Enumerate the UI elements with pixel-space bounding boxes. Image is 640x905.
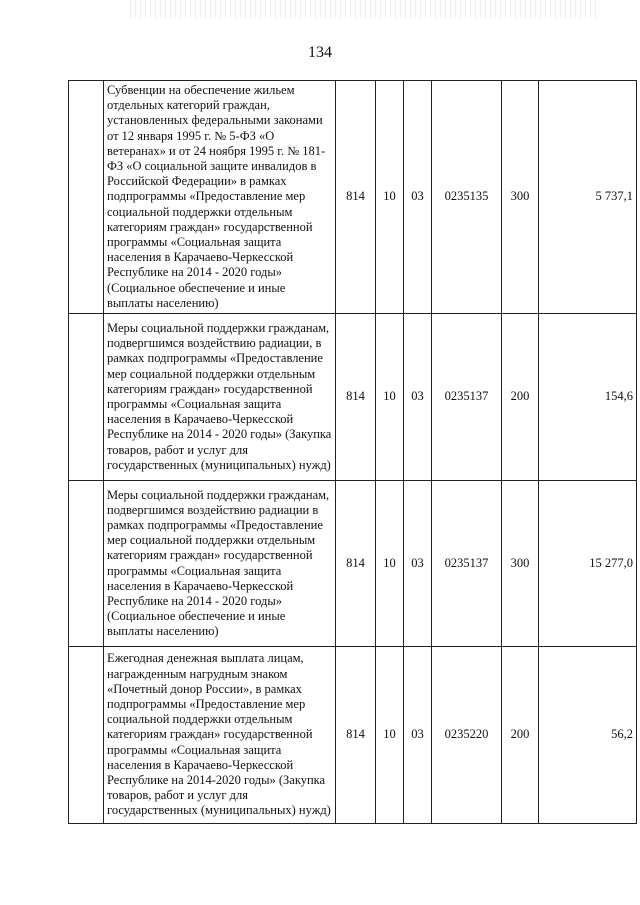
subsection-code-cell: 03 — [404, 647, 432, 824]
section-code-cell: 10 — [376, 647, 404, 824]
table-row — [69, 314, 637, 481]
description-cell: Субвенции на обеспечение жильем отдельных категорий граждан, установленных федеральными законами от 12 января 1995 г. № 5-ФЗ «О ветеранах» и от 24 ноября 1995 г. № 181-ФЗ «О социальной защите инвалидов в Российской Федерации» в рамках подпрограммы «Предоставление мер социальной поддержки отдельным категориям граждан» государственной программы «Социальная защита населения в Карачаево-Черкесской Республике на 2014 - 2020 годы» (Социальное обеспечение и иные выплаты населению) — [104, 81, 336, 314]
section-code-cell: 10 — [376, 481, 404, 647]
page-number: 134 — [308, 44, 332, 61]
description-cell: Меры социальной поддержки гражданам, подвергшимся воздействию радиации, в рамках подпрограммы «Предоставление мер социальной поддержки отдельным категориям граждан» государственной программы «Социальная защита населения в Карачаево-Черкесской Республике на 2014 - 2020 годы» (Закупка товаров, работ и услуг для государственных (муниципальных) нужд) — [104, 314, 336, 481]
table-row — [69, 647, 637, 824]
amount-cell: 5 737,1 — [539, 81, 637, 314]
target-code-cell: 0235135 — [432, 81, 502, 314]
subsection-code-cell: 03 — [404, 81, 432, 314]
expense-type-cell: 300 — [502, 481, 539, 647]
amount-cell: 56,2 — [539, 647, 637, 824]
row-number-cell — [69, 481, 104, 647]
table-row — [69, 81, 637, 314]
target-code-cell: 0235137 — [432, 481, 502, 647]
target-code-cell: 0235137 — [432, 314, 502, 481]
subsection-code-cell: 03 — [404, 481, 432, 647]
subsection-code-cell: 03 — [404, 314, 432, 481]
row-number-cell — [69, 81, 104, 314]
table-row — [69, 481, 637, 647]
description-cell: Ежегодная денежная выплата лицам, награжденным нагрудным знаком «Почетный донор России», в рамках подпрограммы «Предоставление мер социальной поддержки отдельным категориям граждан» государственной программы «Социальная защита населения в Карачаево-Черкесской Республике на 2014-2020 годы» (Закупка товаров, работ и услуг для государственных (муниципальных) нужд) — [104, 647, 336, 824]
section-code-cell: 10 — [376, 314, 404, 481]
description-cell: Меры социальной поддержки гражданам, подвергшимся воздействию радиации в рамках подпрограммы «Предоставление мер социальной поддержки отдельным категориям граждан» государственной программы «Социальная защита населения в Карачаево-Черкесской Республике на 2014 - 2020 годы» (Социальное обеспечение и иные выплаты населению) — [104, 481, 336, 647]
row-number-cell — [69, 647, 104, 824]
scan-noise — [130, 0, 600, 18]
section-code-cell: 10 — [376, 81, 404, 314]
amount-cell: 15 277,0 — [539, 481, 637, 647]
expense-type-cell: 200 — [502, 647, 539, 824]
ministry-code-cell: 814 — [336, 314, 376, 481]
amount-cell: 154,6 — [539, 314, 637, 481]
target-code-cell: 0235220 — [432, 647, 502, 824]
ministry-code-cell: 814 — [336, 481, 376, 647]
budget-table — [68, 80, 637, 824]
expense-type-cell: 200 — [502, 314, 539, 481]
row-number-cell — [69, 314, 104, 481]
expense-type-cell: 300 — [502, 81, 539, 314]
ministry-code-cell: 814 — [336, 647, 376, 824]
ministry-code-cell: 814 — [336, 81, 376, 314]
